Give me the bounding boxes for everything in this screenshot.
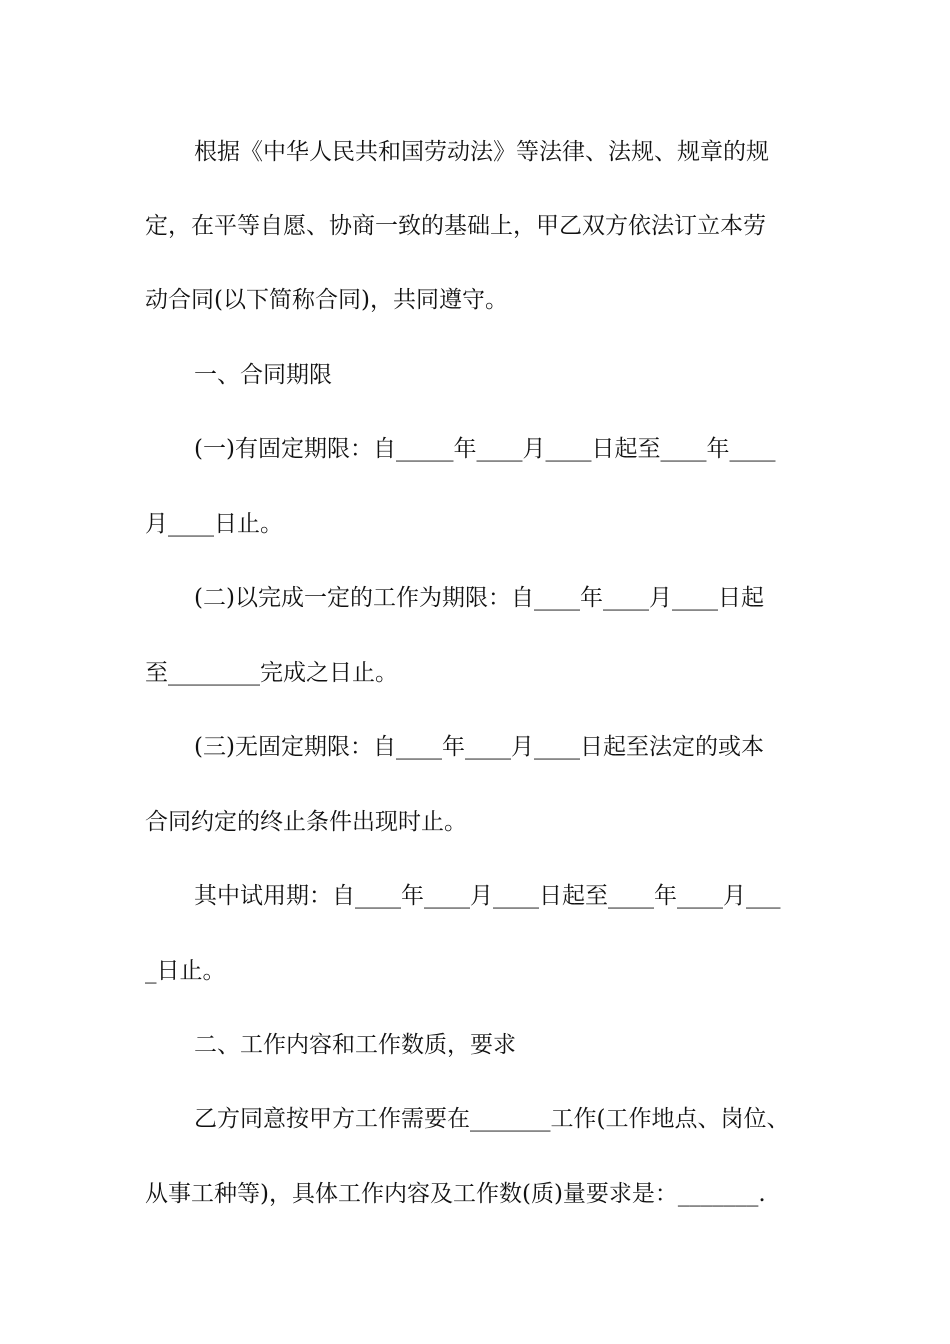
- fixed-term-line-2: 月____日止。: [145, 511, 283, 537]
- section-heading-contract-term: 一、合同期限: [194, 362, 332, 388]
- work-content-line-1: 乙方同意按甲方工作需要在_______工作(工作地点、岗位、: [194, 1106, 790, 1132]
- task-term-line-1: (二)以完成一定的工作为期限：自____年____月____日起: [194, 585, 764, 611]
- paragraph-intro-line-1: 根据《中华人民共和国劳动法》等法律、法规、规章的规: [194, 139, 769, 165]
- section-heading-work-content: 二、工作内容和工作数质，要求: [194, 1032, 516, 1058]
- paragraph-intro-line-2: 定，在平等自愿、协商一致的基础上，甲乙双方依法订立本劳: [145, 213, 766, 239]
- paragraph-intro-line-3: 动合同(以下简称合同)，共同遵守。: [145, 287, 508, 313]
- open-term-line-2: 合同约定的终止条件出现时止。: [145, 809, 467, 835]
- fixed-term-line-1: (一)有固定期限：自_____年____月____日起至____年____: [194, 436, 776, 462]
- probation-line-2: _日止。: [145, 958, 226, 984]
- task-term-line-2: 至________完成之日止。: [145, 660, 398, 686]
- work-content-line-2: 从事工种等)，具体工作内容及工作数(质)量要求是：_______.: [145, 1181, 766, 1207]
- open-term-line-1: (三)无固定期限：自____年____月____日起至法定的或本: [194, 734, 764, 760]
- probation-line-1: 其中试用期：自____年____月____日起至____年____月___: [194, 883, 781, 909]
